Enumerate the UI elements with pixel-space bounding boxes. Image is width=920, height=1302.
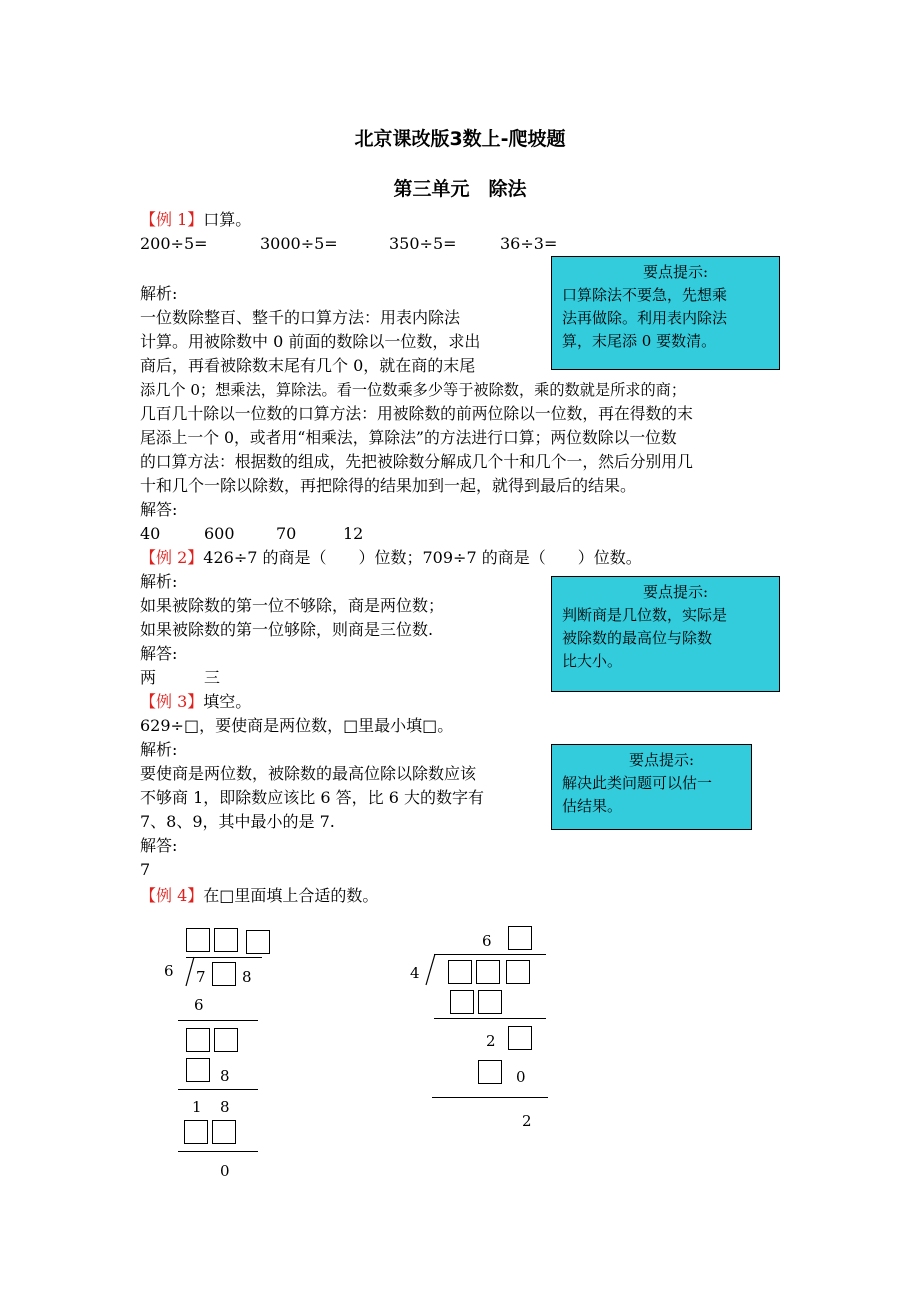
ex3-answer: 7 — [140, 860, 151, 879]
remainder: 2 — [522, 1112, 532, 1130]
ex1-answer: 70 — [276, 524, 297, 543]
dividend-box[interactable] — [476, 960, 500, 984]
step-box[interactable] — [214, 1028, 238, 1052]
ex2-tip-line: 比大小。 — [562, 652, 623, 670]
subtraction-line — [178, 1020, 258, 1021]
ex1-analysis-line: 尾添上一个 0，或者用“相乘法，算除法”的方法进行口算；两位数除以一位数 — [140, 428, 677, 447]
ex1-tip-line: 口算除法不要急，先想乘 — [562, 286, 728, 304]
dividend-digit: 7 — [196, 968, 206, 986]
ex3-answer-label: 解答: — [140, 836, 178, 855]
ex1-analysis-line: 的口算方法：根据数的组成，先把被除数分解成几个十和几个一，然后分别用几 — [140, 452, 693, 471]
step-box[interactable] — [186, 1058, 210, 1082]
quotient-box[interactable] — [214, 928, 238, 952]
example-2-tag: 【例 2】 — [140, 548, 204, 567]
step-digit: 6 — [194, 996, 204, 1014]
step-digit: 8 — [220, 1098, 230, 1116]
ex1-answer: 12 — [343, 524, 364, 543]
step-digit: 8 — [220, 1067, 230, 1085]
ex1-answer: 40 — [140, 524, 161, 543]
ex2-tip-box — [551, 576, 780, 692]
ex3-tip-line: 估结果。 — [562, 797, 623, 815]
subtraction-line — [178, 1089, 258, 1090]
ex1-analysis-line: 十和几个一除以除数，再把除得的结果加到一起，就得到最后的结果。 — [140, 476, 637, 495]
dividend-box[interactable] — [506, 960, 530, 984]
division-bar — [434, 954, 546, 955]
step-box[interactable] — [508, 1026, 532, 1050]
ex1-answer: 600 — [204, 524, 235, 543]
remainder: 0 — [220, 1162, 230, 1180]
ex1-item-3: 350÷5= — [389, 234, 457, 253]
ex1-tip-line: 算，末尾添 0 要数清。 — [562, 332, 717, 350]
step-digit: 2 — [486, 1032, 496, 1050]
ex1-analysis-line: 添几个 0；想乘法，算除法。看一位数乘多少等于被除数，乘的数就是所求的商； — [140, 381, 687, 399]
example-2-question: 426÷7 的商是（ ）位数；709÷7 的商是（ ）位数。 — [203, 548, 642, 567]
ex3-analysis-line: 7、8、9，其中最小的是 7. — [140, 812, 335, 831]
quotient-digit: 6 — [482, 932, 492, 950]
step-box[interactable] — [478, 1060, 502, 1084]
ex3-problem: 629÷□，要使商是两位数，□里最小填□。 — [140, 716, 454, 735]
ex3-tip-title: 要点提示: — [628, 751, 695, 769]
ex3-tip-box — [551, 744, 752, 830]
ex1-tip-box — [551, 256, 780, 370]
step-digit: 1 — [192, 1098, 202, 1116]
dividend-digit: 8 — [242, 968, 252, 986]
step-box[interactable] — [186, 1028, 210, 1052]
step-box[interactable] — [212, 1120, 236, 1144]
ex2-tip-line: 被除数的最高位与除数 — [562, 629, 713, 647]
ex2-analysis-label: 解析: — [140, 572, 178, 591]
example-1-heading — [140, 208, 251, 232]
example-4-question: 在□里面填上合适的数。 — [203, 886, 379, 905]
subtraction-line — [178, 1151, 258, 1152]
step-box[interactable] — [184, 1120, 208, 1144]
example-3-heading — [140, 690, 251, 714]
ex2-tip-line: 判断商是几位数，实际是 — [562, 606, 728, 624]
division-bracket — [424, 953, 438, 987]
ex1-tip-title: 要点提示: — [642, 263, 709, 281]
division-bracket — [184, 956, 196, 988]
quotient-box[interactable] — [186, 928, 210, 952]
example-1-question: 口算。 — [203, 210, 252, 229]
ex3-analysis-label: 解析: — [140, 740, 178, 759]
ex2-analysis-line: 如果被除数的第一位不够除，商是两位数； — [140, 596, 445, 615]
dividend-box[interactable] — [448, 960, 472, 984]
ex1-tip-line: 法再做除。利用表内除法 — [562, 309, 728, 327]
ex3-analysis-line: 不够商 1，即除数应该比 6 答，比 6 大的数字有 — [140, 788, 484, 807]
ex2-analysis-line: 如果被除数的第一位够除，则商是三位数. — [140, 620, 434, 639]
example-3-tag: 【例 3】 — [140, 692, 204, 711]
step-box[interactable] — [450, 990, 474, 1014]
example-2-heading — [140, 546, 642, 570]
ex1-analysis-line: 几百几十除以一位数的口算方法：用被除数的前两位除以一位数，再在得数的末 — [140, 404, 693, 423]
divisor: 6 — [164, 962, 174, 980]
ex3-analysis-line: 要使商是两位数，被除数的最高位除以除数应该 — [140, 764, 477, 783]
quotient-box[interactable] — [246, 930, 270, 954]
ex2-answer: 两 — [140, 668, 157, 687]
ex2-answer-label: 解答: — [140, 644, 178, 663]
ex1-analysis-label: 解析: — [140, 284, 178, 303]
section-subtitle: 第三单元 除法 — [393, 178, 527, 200]
ex1-analysis-line: 一位数除整百、整千的口算方法：用表内除法 — [140, 308, 461, 327]
example-4-tag: 【例 4】 — [140, 886, 204, 905]
example-4-heading — [140, 884, 378, 908]
division-bar — [186, 957, 262, 958]
ex1-answer-label: 解答: — [140, 500, 178, 519]
step-box[interactable] — [478, 990, 502, 1014]
ex1-item-2: 3000÷5= — [260, 234, 338, 253]
subtraction-line — [434, 1018, 546, 1019]
ex1-analysis-line: 计算。用被除数中 0 前面的数除以一位数，求出 — [140, 332, 481, 351]
page-title: 北京课改版3数上-爬坡题 — [354, 128, 566, 150]
step-digit: 0 — [516, 1068, 526, 1086]
example-3-question: 填空。 — [203, 692, 252, 711]
ex2-tip-title: 要点提示: — [642, 583, 709, 601]
subtraction-line — [432, 1097, 548, 1098]
ex1-item-1: 200÷5= — [140, 234, 208, 253]
example-1-tag: 【例 1】 — [140, 210, 204, 229]
ex1-analysis-line: 商后，再看被除数末尾有几个 0，就在商的末尾 — [140, 356, 476, 375]
ex3-tip-line: 解决此类问题可以估一 — [562, 774, 713, 792]
ex1-item-4: 36÷3= — [500, 234, 558, 253]
divisor: 4 — [410, 964, 420, 982]
dividend-box[interactable] — [212, 962, 236, 986]
quotient-box[interactable] — [508, 926, 532, 950]
ex2-answer: 三 — [204, 668, 221, 687]
